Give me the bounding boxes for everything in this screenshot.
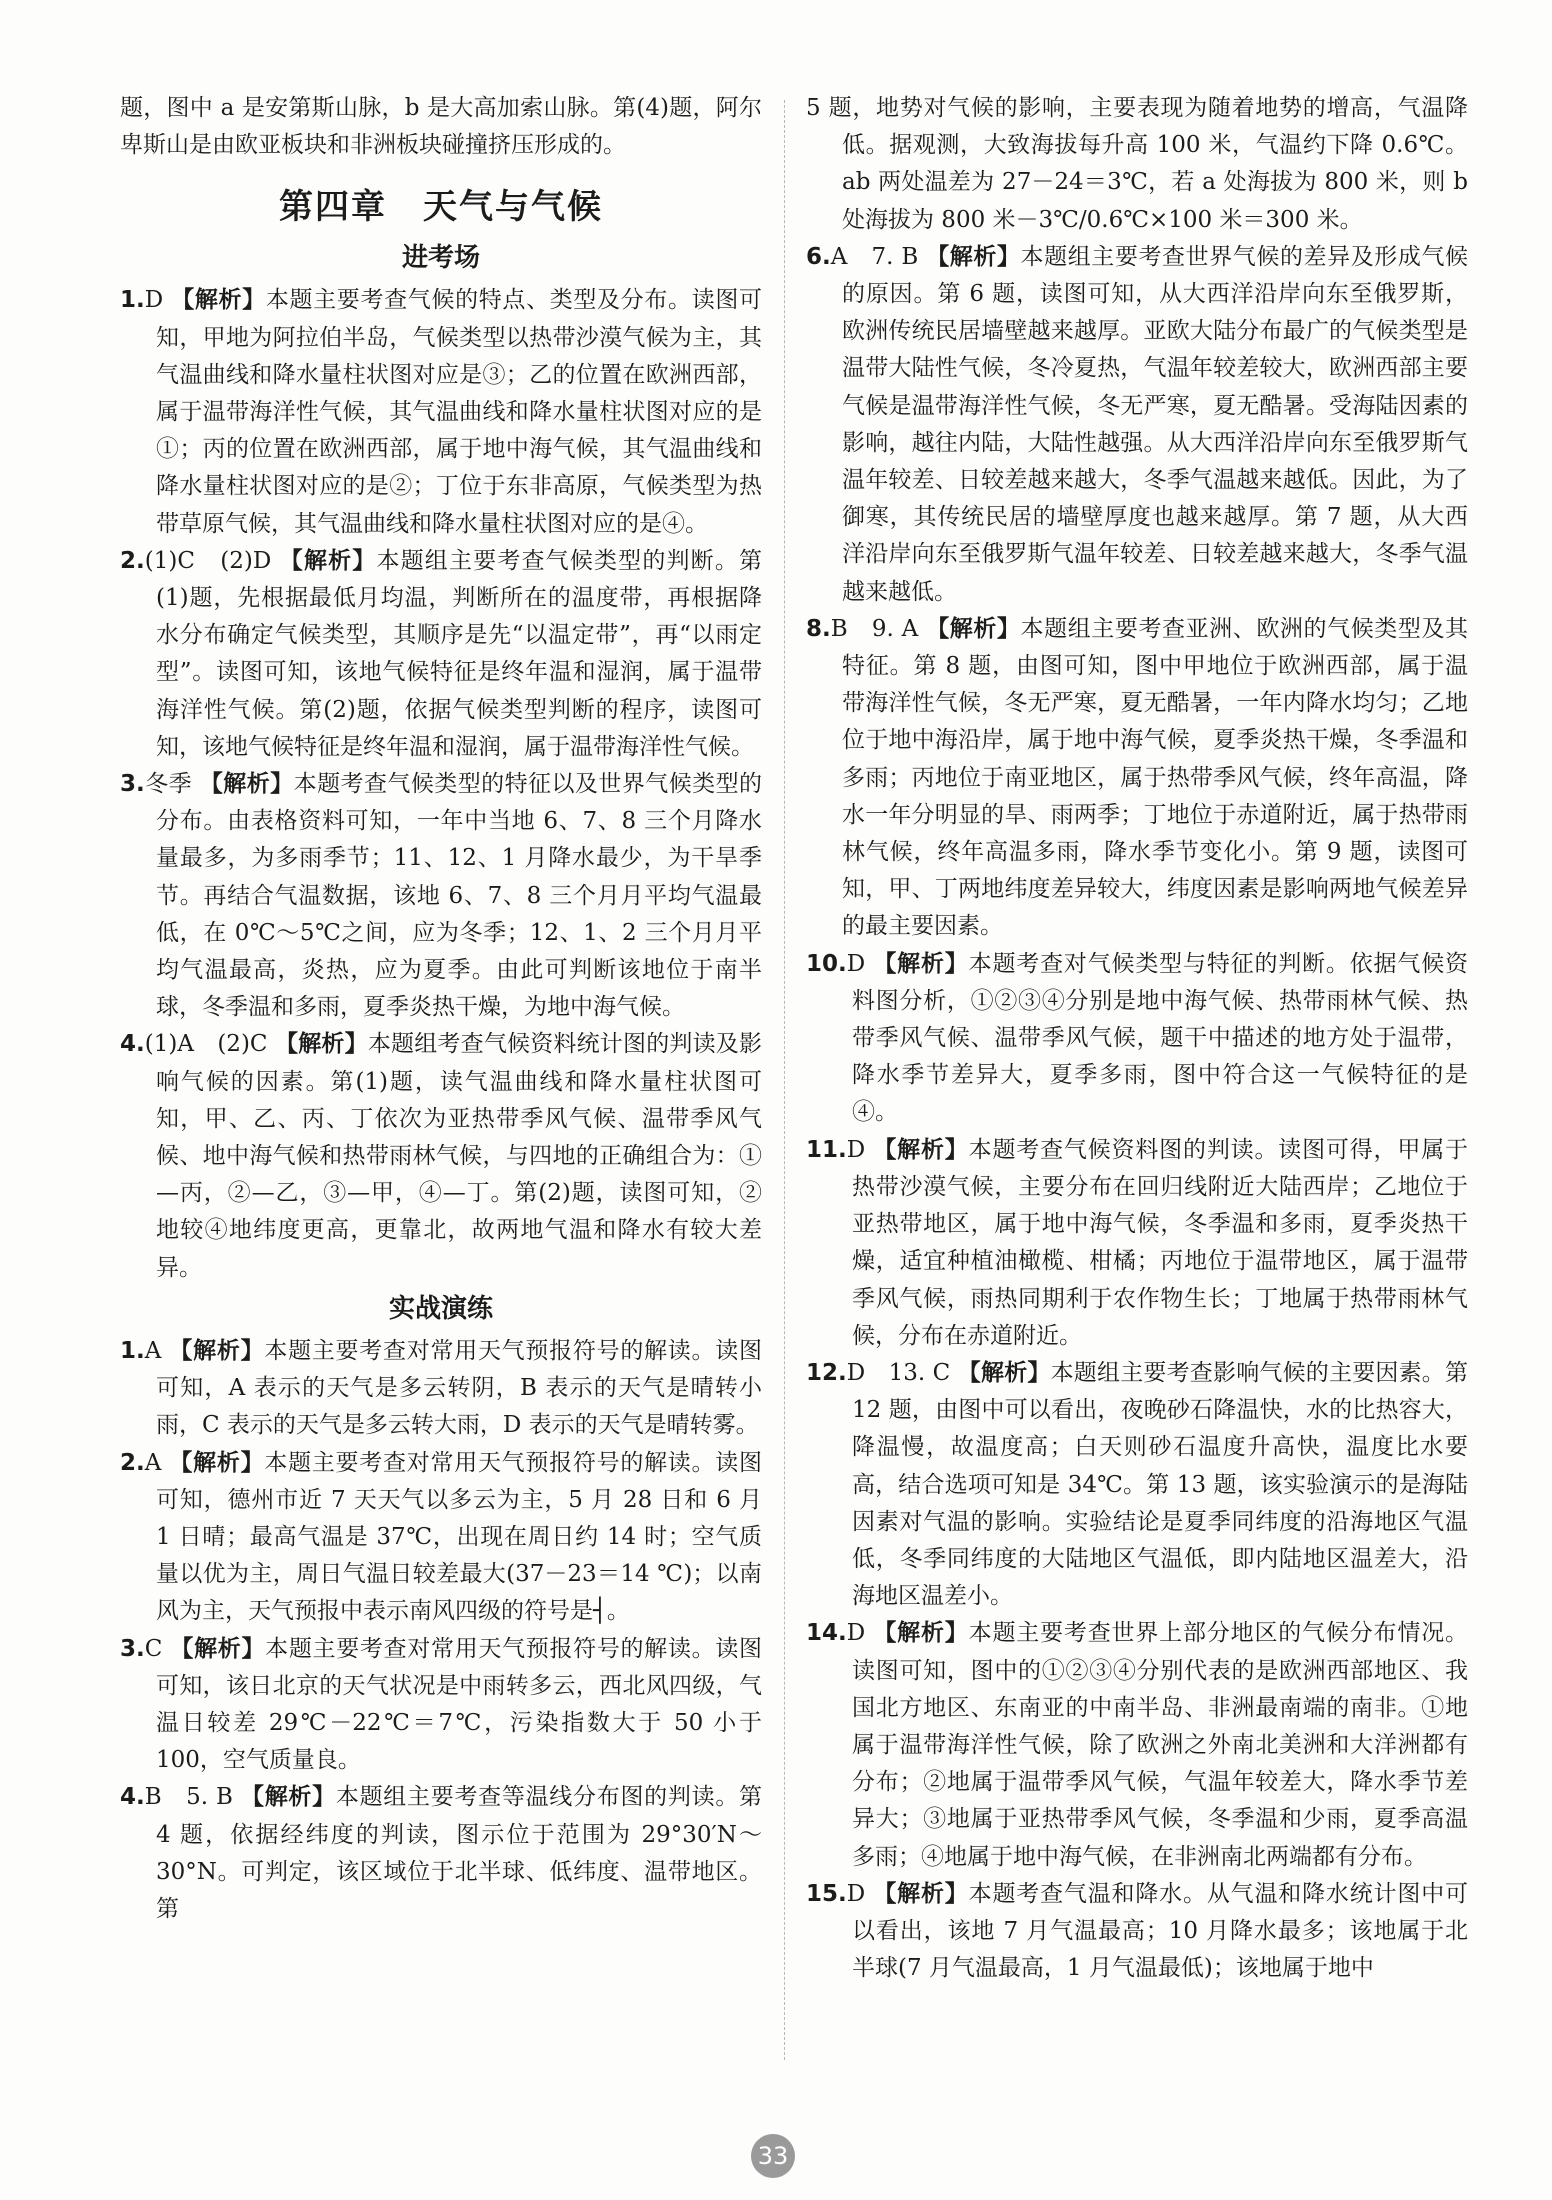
answer-item: 3.C 【解析】本题主要考查对常用天气预报符号的解读。读图可知，该日北京的天气状况是中雨转多云，西北风四级，气温日较差 29℃－22℃＝7℃，污染指数大于 50 小于 100，空气质量良。 (120, 1635, 763, 1774)
page-number: 33 (751, 2134, 795, 2178)
answer-item: 6.A 7. B 【解析】本题组主要考查世界气候的差异及形成气候的原因。第 6 题，读图可知，从大西洋沿岸向东至俄罗斯，欧洲传统民居墙壁越来越厚。亚欧大陆分布最广的气候类型是温带大陆性气候，冬冷夏热，气温年较差较大，欧洲西部主要气候是温带海洋性气候，冬无严寒，夏无酷暑。受海陆因素的影响，越往内陆，大陆性越强。从大西洋沿岸向东至俄罗斯气温年较差、日较差越来越大，冬季气温越来越低。因此，为了御寒，其传统民居的墙壁厚度也越来越厚。第 7 题，从大西洋沿岸向东至俄罗斯气温年较差、日较差越来越大，冬季气温越来越低。 (806, 243, 1469, 605)
answer-item: 4.B 5. B 【解析】本题组主要考查等温线分布图的判读。第 4 题，依据经纬度的判读，图示位于范围为 29°30′N～30°N。可判定，该区域位于北半球、低纬度、温带地区。第 (120, 1784, 763, 1922)
answer-item: 2.(1)C (2)D 【解析】本题组主要考查气候类型的判断。第(1)题，先根据最低月均温，判断所在的温度带，再根据降水分布确定气候类型，其顺序是先“以温定带”，再“以雨定型”。读图可知，该地气候特征是终年温和湿润，属于温带海洋性气候。第(2)题，依据气候类型判断的程序，读图可知，该地气候特征是终年温和湿润，属于温带海洋性气候。 (120, 547, 763, 760)
answer-item: 14.D 【解析】本题主要考查世界上部分地区的气候分布情况。读图可知，图中的①②③④分别代表的是欧洲西部地区、我国北方地区、东南亚的中南半岛、非洲最南端的南非。①地属于温带海洋性气候，除了欧洲之外南北美洲和大洋洲都有分布；②地属于温带季风气候，气温年较差大，降水季节差异大；③地属于亚热带季风气候，冬季温和少雨，夏季高温多雨；④地属于地中海气候，在非洲南北两端都有分布。 (806, 1620, 1469, 1870)
section-title-shizhanyanlian: 实战演练 (388, 1293, 493, 1324)
right-column (806, 90, 1468, 1987)
answer-item: 12.D 13. C 【解析】本题组主要考查影响气候的主要因素。第 12 题，由图中可以看出，夜晚砂石降温快，水的比热容大，降温慢，故温度高；白天则砂石温度升高快，温度比水要高，结合选项可知是 34℃。第 13 题，该实验演示的是海陆因素对气温的影响。实验结论是夏季同纬度的沿海地区气温低，冬季同纬度的大陆地区气温低，即内陆地区温差大，沿海地区温差小。 (806, 1359, 1469, 1610)
answer-item: 15.D 【解析】本题考查气温和降水。从气温和降水统计图中可以看出，该地 7 月气温最高；10 月降水最多；该地属于北半球(7 月气温最高，1 月气温最低)；该地属于地中 (806, 1880, 1469, 1982)
column-divider (784, 100, 785, 2060)
answer-item: 10.D 【解析】本题考查对气候类型与特征的判断。依据气候资料图分析，①②③④分别是地中海气候、热带雨林气候、热带季风气候、温带季风气候，题干中描述的地方处于温带，降水季节差异大，夏季多雨，图中符合这一气候特征的是④。 (806, 950, 1469, 1126)
intro-paragraph: 题，图中 a 是安第斯山脉，b 是大高加索山脉。第(4)题，阿尔卑斯山是由欧亚板块和非洲板块碰撞挤压形成的。 (120, 95, 762, 159)
answer-item: 1.A 【解析】本题主要考查对常用天气预报符号的解读。读图可知，A 表示的天气是多云转阴，B 表示的天气是晴转小雨，C 表示的天气是多云转大雨，D 表示的天气是晴转雾。 (120, 1337, 763, 1439)
continuation-paragraph: 5 题，地势对气候的影响，主要表现为随着地势的增高，气温降低。据观测，大致海拔每升高 100 米，气温约下降 0.6℃。ab 两处温差为 27－24＝3℃，若 a 处海拔为 800 米，则 b 处海拔为 800 米－3℃/0.6℃×100 米＝300 米。 (806, 95, 1469, 233)
answer-item: 8.B 9. A 【解析】本题组主要考查亚洲、欧洲的气候类型及其特征。第 8 题，由图可知，图中甲地位于欧洲西部，属于温带海洋性气候，冬无严寒，夏无酷暑，一年内降水均匀；乙地位于地中海沿岸，属于地中海气候，夏季炎热干燥，冬季温和多雨；丙地位于南亚地区，属于热带季风气候，终年高温，降水一年分明显的旱、雨两季；丁地位于赤道附近，属于热带雨林气候，终年高温多雨，降水季节变化小。第 9 题，读图可知，甲、丁两地纬度差异较大，纬度因素是影响两地气候差异的最主要因素。 (806, 615, 1469, 940)
chapter-title: 第四章 天气与气候 (279, 187, 603, 228)
answer-item: 11.D 【解析】本题考查气候资料图的判读。读图可得，甲属于热带沙漠气候，主要分布在回归线附近大陆西岸；乙地位于亚热带地区，属于地中海气候，冬季温和多雨，夏季炎热干燥，适宜种植油橄榄、柑橘；丙地位于温带地区，属于温带季风气候，雨热同期利于农作物生长；丁地属于热带雨林气候，分布在赤道附近。 (806, 1136, 1469, 1349)
left-column (120, 90, 762, 1928)
answer-item: 1.D 【解析】本题主要考查气候的特点、类型及分布。读图可知，甲地为阿拉伯半岛，气候类型以热带沙漠气候为主，其气温曲线和降水量柱状图对应是③；乙的位置在欧洲西部，属于温带海洋性气候，其气温曲线和降水量柱状图对应的是①；丙的位置在欧洲西部，属于地中海气候，其气温曲线和降水量柱状图对应的是②；丁位于东非高原，气候类型为热带草原气候，其气温曲线和降水量柱状图对应的是④。 (120, 287, 763, 537)
answer-item: 3.冬季 【解析】本题考查气候类型的特征以及世界气候类型的分布。由表格资料可知，一年中当地 6、7、8 三个月降水量最多，为多雨季节；11、12、1 月降水最少，为干旱季节。再结合气温数据，该地 6、7、8 三个月月平均气温最低，在 0℃～5℃之间，应为冬季；12、1、2 三个月月平均气温最高，炎热，应为夏季。由此可判断该地位于南半球，冬季温和多雨，夏季炎热干燥，为地中海气候。 (120, 771, 763, 1021)
answer-item: 2.A 【解析】本题主要考查对常用天气预报符号的解读。读图可知，德州市近 7 天天气以多云为主，5 月 28 日和 6 月 1 日晴；最高气温是 37℃，出现在周日约 14 时；空气质量以优为主，周日气温日较差最大(37－23＝14 ℃)；以南风为主，天气预报中表示南风四级的符号是┤。 (120, 1449, 763, 1625)
section-title-jinkaochang: 进考场 (401, 243, 480, 274)
answer-item: 4.(1)A (2)C 【解析】本题组考查气候资料统计图的判读及影响气候的因素。第(1)题，读气温曲线和降水量柱状图可知，甲、乙、丙、丁依次为亚热带季风气候、温带季风气候、地中海气候和热带雨林气候，与四地的正确组合为：①—丙，②—乙，③—甲，④—丁。第(2)题，读图可知，②地较④地纬度更高，更靠北，故两地气温和降水有较大差异。 (120, 1031, 763, 1281)
